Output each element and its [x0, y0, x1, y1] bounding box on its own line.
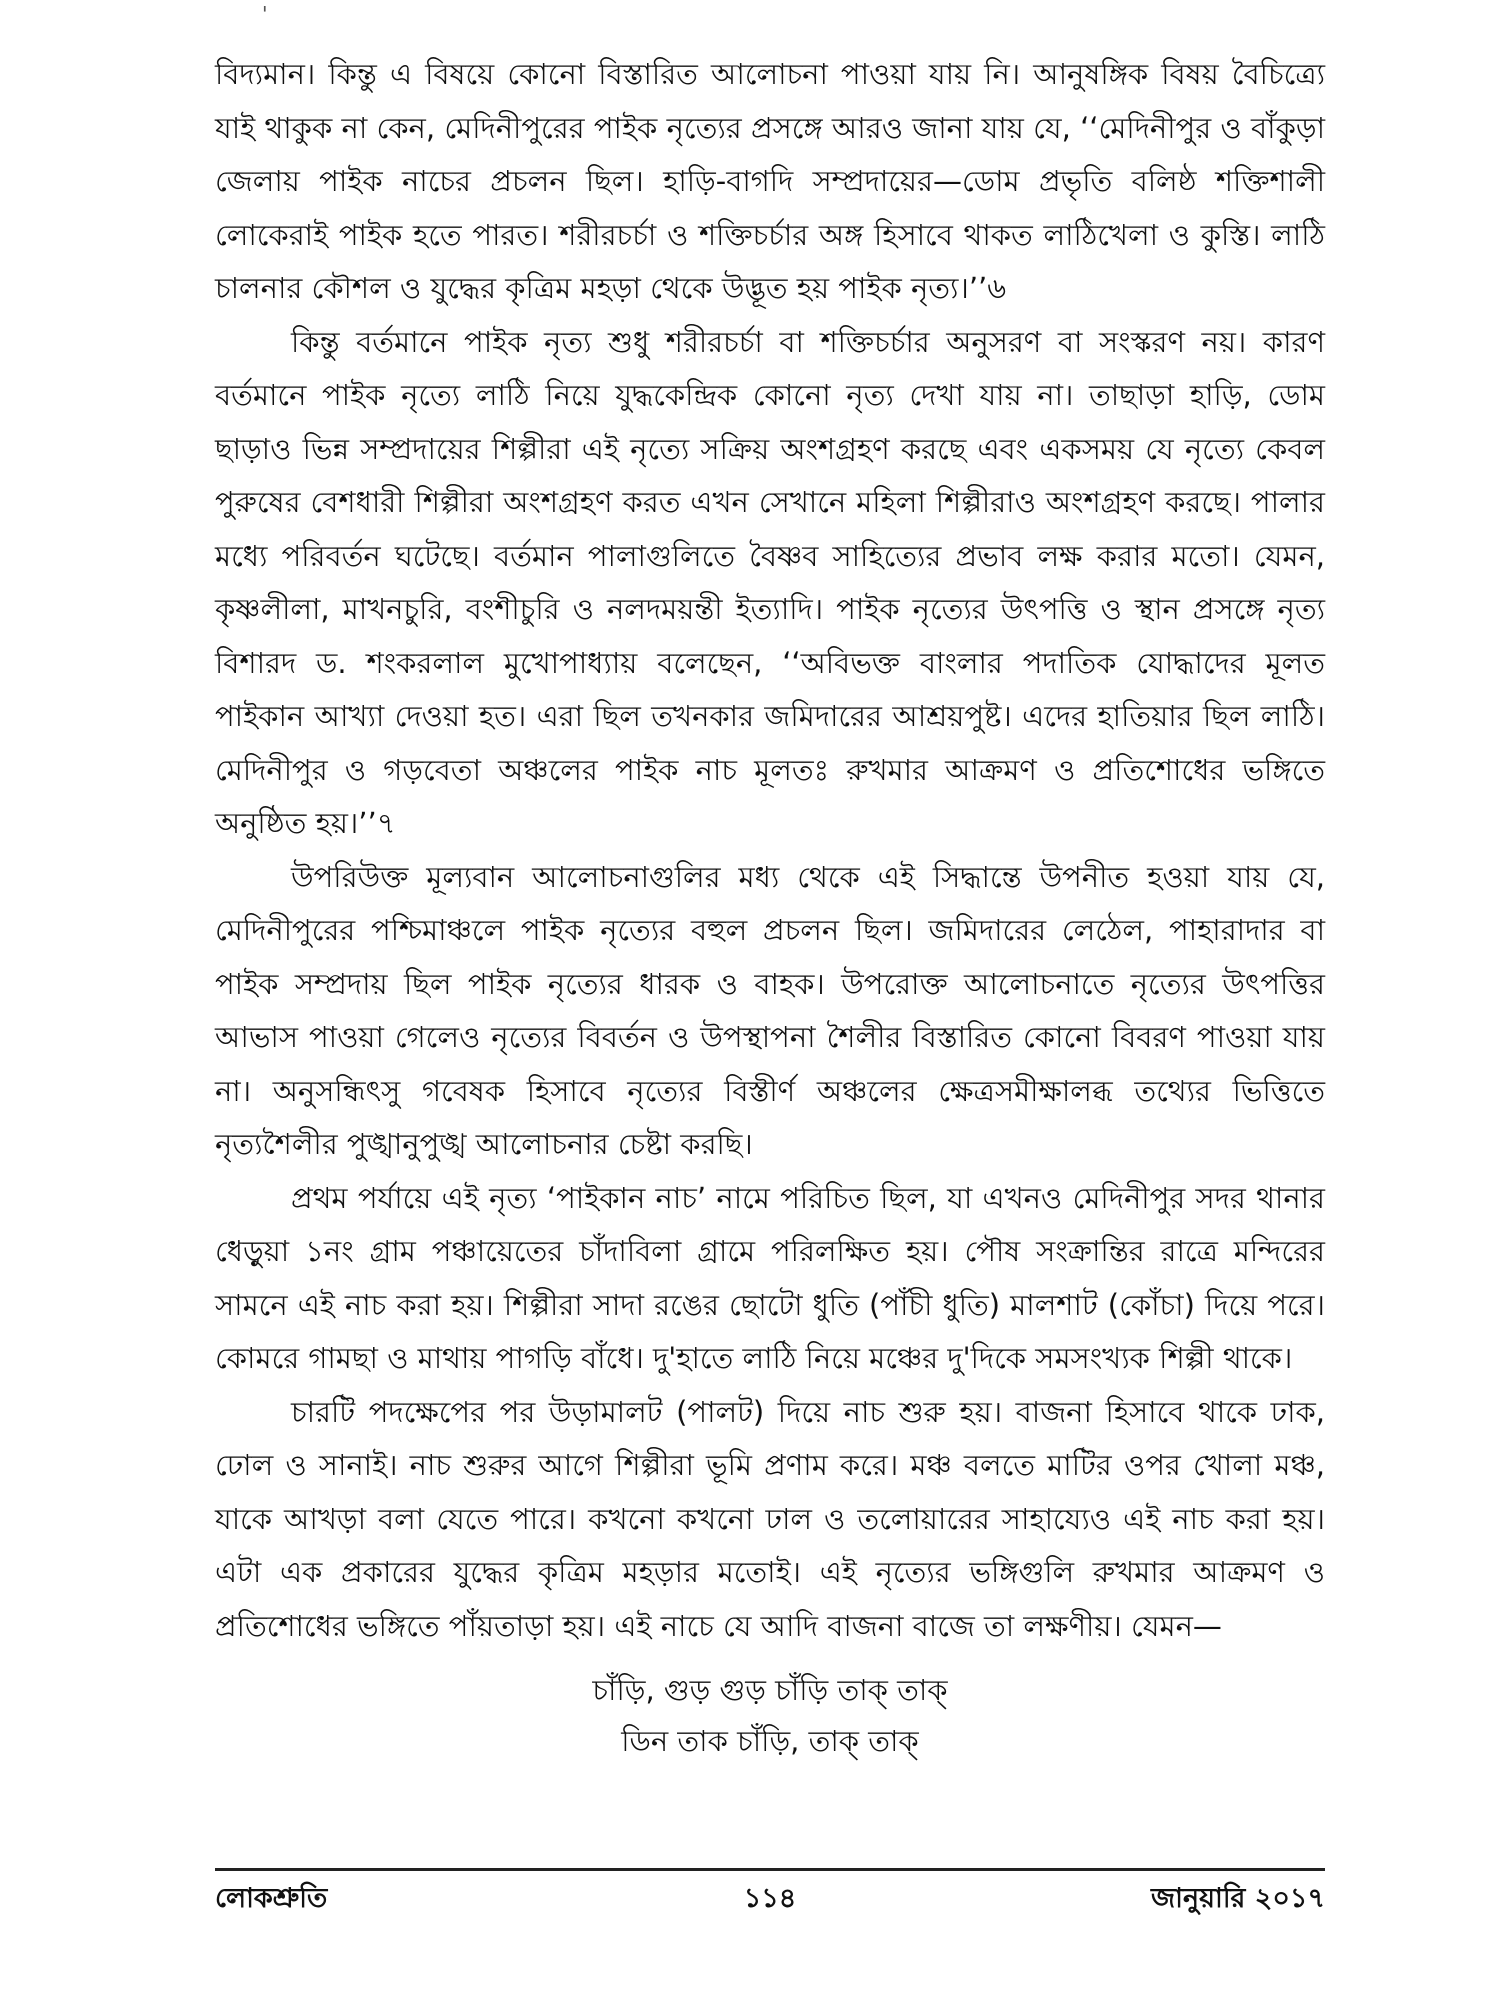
paragraph-1: বিদ্যমান। কিন্তু এ বিষয়ে কোনো বিস্তারিত আলোচনা পাওয়া যায় নি। আনুষঙ্গিক বিষয় বৈচিত্র্যে যাই থাকুক না কেন, মেদিনীপুরের পাইক নৃত্যের প্রসঙ্গে আরও জানা যায় যে, ‘‘মেদিনীপুর ও বাঁকুড়া জেলায় পাইক নাচের প্রচলন ছিল। হাড়ি-বাগদি সম্প্রদায়ের—ডোম প্রভৃতি বলিষ্ঠ শক্তিশালী লোকেরাই পাইক হতে পারত। শরীরচর্চা ও শক্তিচর্চার অঙ্গ হিসাবে থাকত লাঠিখেলা ও কুস্তি। লাঠি চালনার কৌশল ও যুদ্ধের কৃত্রিম মহড়া থেকে উদ্ভূত হয় পাইক নৃত্য।’’৬ [215, 57, 1325, 305]
page-footer [215, 1878, 1325, 1928]
paragraph-5: চারটি পদক্ষেপের পর উড়ামালট (পালট) দিয়ে নাচ শুরু হয়। বাজনা হিসাবে থাকে ঢাক, ঢোল ও সানাই। নাচ শুরুর আগে শিল্পীরা ভূমি প্রণাম করে। মঞ্চ বলতে মাটির ওপর খোলা মঞ্চ, যাকে আখড়া বলা যেতে পারে। কখনো কখনো ঢাল ও তলোয়ারের সাহায্যেও এই নাচ করা হয়। এটা এক প্রকারের যুদ্ধের কৃত্রিম মহড়ার মতোই। এই নৃত্যের ভঙ্গিগুলি রুখমার আক্রমণ ও প্রতিশোধের ভঙ্গিতে পাঁয়তাড়া হয়। এই নাচে যে আদি বাজনা বাজে তা লক্ষণীয়। যেমন— [215, 1394, 1325, 1643]
verse-line-1: চাঁড়ি, গুড় গুড় চাঁড়ি তাক্ তাক্ [592, 1673, 948, 1707]
journal-name: লোকশ্রুতি [215, 1883, 328, 1914]
footer-rule [215, 1868, 1325, 1871]
issue-date: জানুয়ারি ২০১৭ [1151, 1883, 1325, 1914]
verse-block [215, 1665, 1325, 1767]
paragraph-4: প্রথম পর্যায়ে এই নৃত্য ‘পাইকান নাচ’ নামে পরিচিত ছিল, যা এখনও মেদিনীপুর সদর থানার ধেড়ুয়া ১নং গ্রাম পঞ্চায়েতের চাঁদাবিলা গ্রামে পরিলক্ষিত হয়। পৌষ সংক্রান্তির রাত্রে মন্দিরের সামনে এই নাচ করা হয়। শিল্পীরা সাদা রঙের ছোটো ধুতি (পাঁচী ধুতি) মালশাট (কোঁচা) দিয়ে পরে। কোমরে গামছা ও মাথায় পাগড়ি বাঁধে। দু'হাতে লাঠি নিয়ে মঞ্চের দু'দিকে সমসংখ্যক শিল্পী থাকে। [215, 1180, 1325, 1375]
stray-mark: ' [262, 2, 268, 26]
body-text [215, 48, 1325, 1767]
paragraph-2: কিন্তু বর্তমানে পাইক নৃত্য শুধু শরীরচর্চা বা শক্তিচর্চার অনুসরণ বা সংস্করণ নয়। কারণ বর্তমানে পাইক নৃত্যে লাঠি নিয়ে যুদ্ধকেন্দ্রিক কোনো নৃত্য দেখা যায় না। তাছাড়া হাড়ি, ডোম ছাড়াও ভিন্ন সম্প্রদায়ের শিল্পীরা এই নৃত্যে সক্রিয় অংশগ্রহণ করছে এবং একসময় যে নৃত্যে কেবল পুরুষের বেশধারী শিল্পীরা অংশগ্রহণ করত এখন সেখানে মহিলা শিল্পীরাও অংশগ্রহণ করছে। পালার মধ্যে পরিবর্তন ঘটেছে। বর্তমান পালাগুলিতে বৈষ্ণব সাহিত্যের প্রভাব লক্ষ করার মতো। যেমন, কৃষ্ণলীলা, মাখনচুরি, বংশীচুরি ও নলদময়ন্তী ইত্যাদি। পাইক নৃত্যের উৎপত্তি ও স্থান প্রসঙ্গে নৃত্য বিশারদ ড. শংকরলাল মুখোপাধ্যায় বলেছেন, ‘‘অবিভক্ত বাংলার পদাতিক যোদ্ধাদের মূলত পাইকান আখ্যা দেওয়া হত। এরা ছিল তখনকার জমিদারের আশ্রয়পুষ্ট। এদের হাতিয়ার ছিল লাঠি। মেদিনীপুর ও গড়বেতা অঞ্চলের পাইক নাচ মূলতঃ রুখমার আক্রমণ ও প্রতিশোধের ভঙ্গিতে অনুষ্ঠিত হয়।’’৭ [215, 324, 1325, 840]
page-number: ১১৪ [743, 1883, 797, 1914]
paragraph-3: উপরিউক্ত মূল্যবান আলোচনাগুলির মধ্য থেকে এই সিদ্ধান্তে উপনীত হওয়া যায় যে, মেদিনীপুরের পশ্চিমাঞ্চলে পাইক নৃত্যের বহুল প্রচলন ছিল। জমিদারের লেঠেল, পাহারাদার বা পাইক সম্প্রদায় ছিল পাইক নৃত্যের ধারক ও বাহক। উপরোক্ত আলোচনাতে নৃত্যের উৎপত্তির আভাস পাওয়া গেলেও নৃত্যের বিবর্তন ও উপস্থাপনা শৈলীর বিস্তারিত কোনো বিবরণ পাওয়া যায় না। অনুসন্ধিৎসু গবেষক হিসাবে নৃত্যের বিস্তীর্ণ অঞ্চলের ক্ষেত্রসমীক্ষালব্ধ তথ্যের ভিত্তিতে নৃত্যশৈলীর পুঙ্খানুপুঙ্খ আলোচনার চেষ্টা করছি। [215, 859, 1325, 1161]
verse-line-2: ডিন তাক চাঁড়ি, তাক্ তাক্ [621, 1724, 919, 1758]
